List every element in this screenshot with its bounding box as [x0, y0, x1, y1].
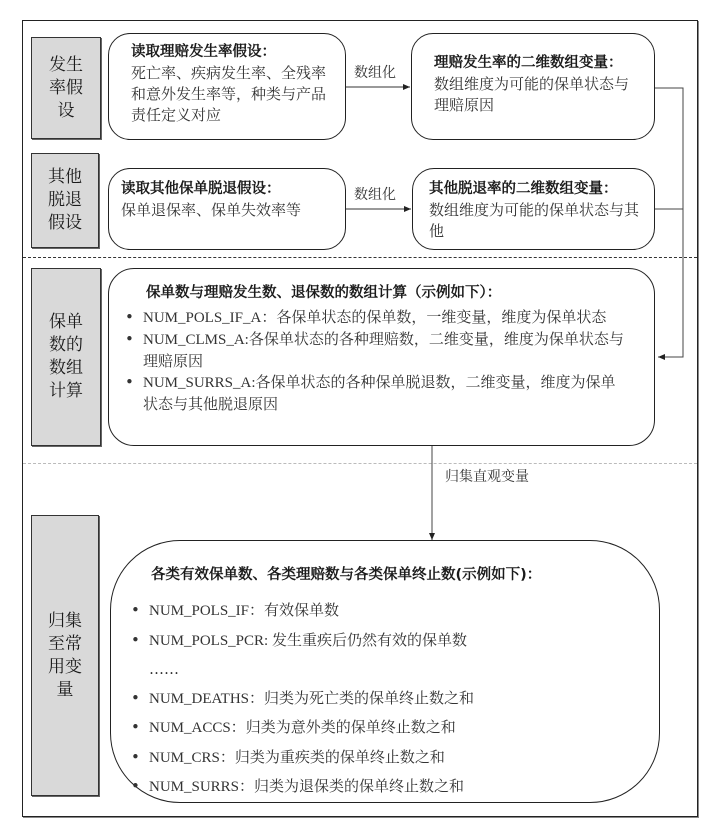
bullet-icon: • — [131, 601, 140, 619]
box-heading: 其他脱退率的二维数组变量： — [429, 181, 618, 197]
variable-description: 归类为退保类的保单终止数之和 — [254, 777, 465, 795]
claim-rate-array-box — [411, 33, 655, 140]
arrow-label-aggregate: 归集直观变量 — [445, 469, 529, 485]
variable-description: 归类为死亡类的保单终止数之和 — [264, 688, 475, 707]
connector-claim-to-calc — [655, 88, 683, 357]
box-body: 死亡率、疾病发生率、全残率和意外发生率等，种类与产品责任定义对应 — [131, 64, 327, 124]
bullet-icon: • — [131, 718, 140, 736]
variable-description: 归类为重疾类的保单终止数之和 — [234, 747, 445, 766]
variable-name: NUM_ACCS： — [149, 720, 246, 736]
bullet-icon: • — [131, 777, 140, 795]
variable-description: 各保单状态的各种理赔数，二维变量，维度为保单状态与理赔原因 — [143, 330, 624, 370]
list-item — [131, 743, 639, 773]
bullet-icon: • — [125, 330, 134, 348]
side-label-text: 其他脱退假设 — [48, 167, 82, 233]
variable-name: NUM_CLMS_A: — [143, 332, 249, 348]
side-label-text: 归集至常用变量 — [48, 610, 82, 700]
bullet-icon: • — [125, 308, 134, 326]
bullet-icon: • — [131, 688, 140, 707]
variable-name: NUM_DEATHS： — [149, 690, 265, 707]
box-heading: 读取理赔发生率假设： — [131, 44, 276, 60]
side-label-aggregate — [31, 515, 99, 796]
side-label-array-calc — [31, 268, 101, 446]
variable-name: NUM_POLS_PCR: — [149, 632, 272, 649]
list-item — [131, 626, 639, 656]
variable-description: 发生重疾后仍然有效的保单数 — [271, 630, 467, 649]
aggregate-list — [131, 596, 639, 802]
list-item-ellipsis — [131, 655, 639, 684]
box-heading: 读取其他保单脱退假设： — [121, 181, 281, 197]
list-item — [125, 307, 624, 329]
variable-name: NUM_SURRS： — [149, 779, 255, 795]
list-item — [125, 372, 624, 415]
bullet-icon: • — [131, 630, 140, 649]
array-calc-list — [125, 307, 624, 415]
section-divider-light — [23, 463, 697, 464]
side-label-claim-rate — [31, 37, 101, 139]
variable-description: 有效保单数 — [264, 601, 340, 619]
box-body: 保单退保率、保单失效率等 — [121, 201, 302, 219]
side-label-text: 保单数的数组计算 — [49, 312, 83, 401]
list-item — [131, 772, 639, 802]
variable-description: 各保单状态的保单数，一维变量，维度为保单状态 — [276, 308, 607, 326]
claim-rate-source-box — [108, 33, 346, 140]
box-heading: 各类有效保单数、各类理赔数与各类保单终止数(示例如下)： — [151, 567, 542, 583]
other-decrement-array-box — [412, 168, 655, 250]
ellipsis: …… — [149, 660, 179, 678]
box-heading: 保单数与理赔发生数、退保数的数组计算（示例如下）： — [146, 285, 502, 301]
variable-description: 归类为意外类的保单终止数之和 — [245, 718, 456, 736]
variable-name: NUM_SURRS_A: — [143, 375, 256, 391]
variable-name: NUM_CRS： — [149, 749, 235, 766]
variable-name: NUM_POLS_IF_A： — [143, 310, 277, 326]
side-label-other-decrement — [31, 153, 99, 248]
bullet-icon: • — [131, 747, 140, 766]
list-item — [125, 329, 624, 372]
box-body: 数组维度为可能的保单状态与其他 — [429, 201, 640, 240]
box-body: 数组维度为可能的保单状态与理赔原因 — [434, 75, 630, 114]
aggregate-box — [110, 540, 660, 803]
list-item — [131, 684, 639, 714]
list-item — [131, 713, 639, 743]
side-label-text: 发生率假设 — [49, 54, 83, 121]
list-item — [131, 596, 639, 626]
arrow-label-other-decrement: 数组化 — [354, 187, 396, 203]
box-heading: 理赔发生率的二维数组变量： — [434, 55, 623, 71]
other-decrement-source-box — [108, 168, 346, 250]
variable-description: 各保单状态的各种保单脱退数，二维变量，维度为保单状态与其他脱退原因 — [143, 373, 616, 413]
array-calc-box — [108, 268, 655, 446]
variable-name: NUM_POLS_IF： — [149, 603, 265, 619]
section-divider — [23, 257, 697, 258]
bullet-icon: • — [125, 373, 134, 391]
arrow-label-claim-rate: 数组化 — [354, 65, 396, 81]
